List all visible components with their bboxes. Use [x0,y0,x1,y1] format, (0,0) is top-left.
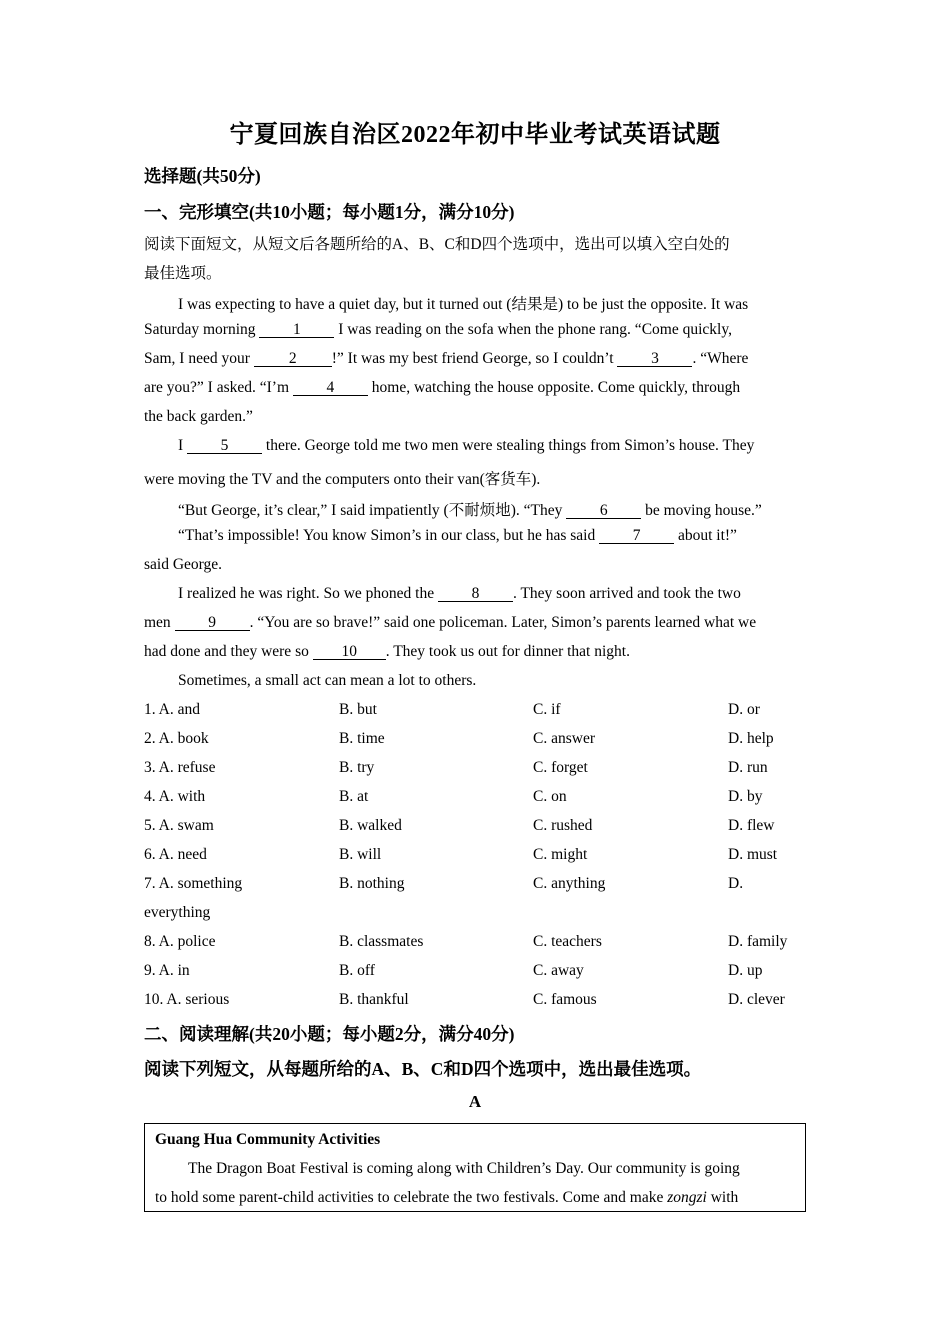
option-text: everything [144,904,211,921]
option-text: D. family [728,933,788,950]
option-text: C. if [533,701,561,718]
option-text: C. away [533,962,584,979]
passage-text: be moving house.” [641,502,762,519]
option-text: D. help [728,730,774,747]
passage-line [178,437,754,455]
passage-text: about it!” [674,527,737,544]
passage-text: with [706,1189,739,1206]
passage-line: the back garden.” [144,408,253,425]
option-text: C. famous [533,991,597,1008]
option-text: C. on [533,788,567,805]
part1-instruction-line1: 阅读下面短文，从短文后各题所给的A、B、C和D四个选项中，选出可以填入空白处的 [144,236,730,253]
blank-8: 8 [438,586,513,602]
part1-instruction-line2: 最佳选项。 [144,265,222,282]
option-text: D. [728,875,744,892]
option-text: B. thankful [339,991,409,1008]
option-text: D. flew [728,817,775,834]
passage-a-label: A [468,1092,482,1111]
option-text: D. up [728,962,763,979]
blank-3: 3 [617,351,692,367]
option-text: 9. A. in [144,962,190,979]
option-text: B. walked [339,817,402,834]
blank-9: 9 [175,615,250,631]
passage-text: home, watching the house opposite. Come quickly, through [367,379,741,396]
blank-1: 1 [259,322,334,338]
option-text: B. but [339,701,377,718]
option-text: 1. A. and [144,701,200,718]
passage-text: “But George, it’s clear,” I said impatiently (不耐烦地). “They [178,502,567,519]
blank-2: 2 [254,351,332,367]
passage-a-title: Guang Hua Community Activities [155,1131,381,1148]
part2-instruction: 阅读下列短文，从每题所给的A、B、C和D四个选项中，选出最佳选项。 [144,1059,702,1079]
passage-text: I realized he was right. So we phoned the [178,585,438,602]
option-text: 2. A. book [144,730,209,747]
option-text: B. at [339,788,369,805]
option-text: B. off [339,962,375,979]
option-text: D. by [728,788,763,805]
passage-text: I [178,437,188,454]
option-text: B. classmates [339,933,424,950]
passage-text: “That’s impossible! You know Simon’s in our class, but he has said [178,527,600,544]
option-text: C. forget [533,759,588,776]
passage-line: said George. [144,556,223,573]
passage-line [144,350,748,368]
passage-text: there. George told me two men were stealing things from Simon’s house. They [262,437,755,454]
option-text: 7. A. something [144,875,243,892]
passage-line: were moving the TV and the computers onto their van(客货车). [144,471,541,488]
option-text: 4. A. with [144,788,206,805]
passage-line [144,379,740,397]
option-text: C. answer [533,730,595,747]
option-text: D. run [728,759,768,776]
option-text: C. anything [533,875,606,892]
passage-a-line [155,1189,738,1207]
section-heading-choice: 选择题(共50分) [144,166,261,186]
option-text: B. nothing [339,875,405,892]
passage-text: Sam, I need your [144,350,254,367]
passage-text: . “Where [692,350,749,367]
passage-line [178,498,762,520]
option-text: C. might [533,846,588,863]
passage-line [144,643,630,661]
option-text: D. or [728,701,760,718]
part2-heading: 二、阅读理解(共20小题；每小题2分，满分40分) [144,1024,515,1044]
option-text: 6. A. need [144,846,207,863]
passage-line [144,614,756,632]
passage-text: are you?” I asked. “I’m [144,379,293,396]
option-text: 5. A. swam [144,817,214,834]
passage-text: Saturday morning [144,321,260,338]
passage-text: !” It was my best friend George, so I couldn’t [331,350,618,367]
option-text: B. will [339,846,382,863]
option-text: C. teachers [533,933,602,950]
part1-heading: 一、完形填空(共10小题；每小题1分，满分10分) [144,202,515,222]
option-text: B. try [339,759,375,776]
option-text: C. rushed [533,817,593,834]
passage-line [144,321,732,339]
passage-text: . They took us out for dinner that night. [385,643,630,660]
option-text: 10. A. serious [144,991,230,1008]
passage-text: men [144,614,175,631]
passage-text: . “You are so brave!” said one policeman. Later, Simon’s parents learned what we [249,614,757,631]
passage-text-italic: zongzi [667,1189,707,1206]
passage-text: to hold some parent-child activities to celebrate the two festivals. Come and make [155,1189,668,1206]
option-text: D. must [728,846,778,863]
blank-5: 5 [187,438,262,454]
blank-4: 4 [293,380,368,396]
blank-7: 7 [599,528,674,544]
option-text: B. time [339,730,385,747]
passage-line [178,527,737,545]
blank-6: 6 [566,503,641,519]
passage-text: I was reading on the sofa when the phone rang. “Come quickly, [334,321,732,338]
passage-line: I was expecting to have a quiet day, but it turned out (结果是) to be just the opposite. It was [178,296,749,313]
blank-10: 10 [313,644,386,660]
passage-a-box [144,1123,806,1212]
passage-text: had done and they were so [144,643,313,660]
page-title: 宁夏回族自治区2022年初中毕业考试英语试题 [229,122,721,148]
option-text: 8. A. police [144,933,216,950]
option-text: D. clever [728,991,785,1008]
passage-line: Sometimes, a small act can mean a lot to others. [178,672,477,689]
passage-text: . They soon arrived and took the two [512,585,741,602]
option-text: 3. A. refuse [144,759,216,776]
passage-a-line: The Dragon Boat Festival is coming along with Children’s Day. Our community is going [188,1160,740,1177]
passage-line [178,585,741,603]
